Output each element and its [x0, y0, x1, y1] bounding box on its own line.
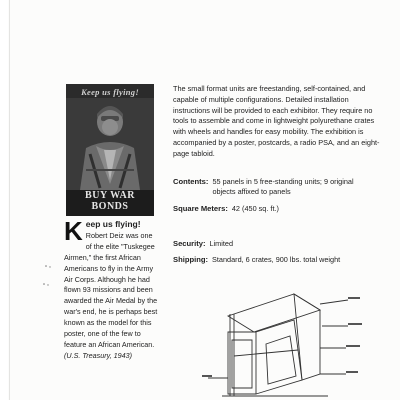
security-row	[173, 239, 388, 249]
exhibit-description: The small format units are freestanding, self-contained, and capable of multiple configurations. Detailed installation instructions will be provided to each exhibitor. They require no tools to assemble and come in lightweight polyurethane crates with wheels and handles for easy mobility. The exhibition is accompanied by a poster, postcards, a radio PSA, and an eight-page tabloid.	[173, 84, 380, 158]
freestanding-unit-diagram	[198, 292, 368, 400]
stray-pencil-marks	[40, 262, 56, 292]
caption-drop-cap: K	[64, 216, 83, 246]
square-meters-label: Square Meters:	[173, 204, 228, 213]
contents-value: 55 panels in 5 free-standing units; 9 original objects affixed to panels	[212, 177, 354, 197]
contents-row	[173, 177, 388, 197]
caption-source: (U.S. Treasury, 1943)	[64, 350, 133, 360]
shipping-value: Standard, 6 crates, 900 lbs. total weight	[212, 255, 341, 264]
shipping-row	[173, 255, 388, 265]
security-value: Limited	[209, 239, 234, 248]
page-edge	[9, 0, 10, 400]
caption-lead: eep us flying!	[85, 219, 141, 229]
caption-body: Robert Deiz was one of the elite "Tuskegee Airmen," the first African Americans to fly in the Army Air Corps. Although he had flown 93 missions and been awarded the Air Medal by the war's end, he is perhaps best known as the model for this poster, one of the few to feature an African American.	[64, 230, 158, 349]
poster-banner-text: Keep us flying!	[81, 87, 139, 97]
war-bonds-poster-image	[66, 84, 154, 216]
poster-footer-text: BUY WAR BONDS	[85, 190, 135, 212]
square-meters-value: 42 (450 sq. ft.)	[231, 204, 279, 213]
square-meters-row	[173, 204, 388, 214]
security-label: Security:	[173, 239, 206, 248]
poster-caption	[64, 216, 158, 362]
shipping-label: Shipping:	[173, 255, 209, 264]
contents-label: Contents:	[173, 177, 209, 186]
